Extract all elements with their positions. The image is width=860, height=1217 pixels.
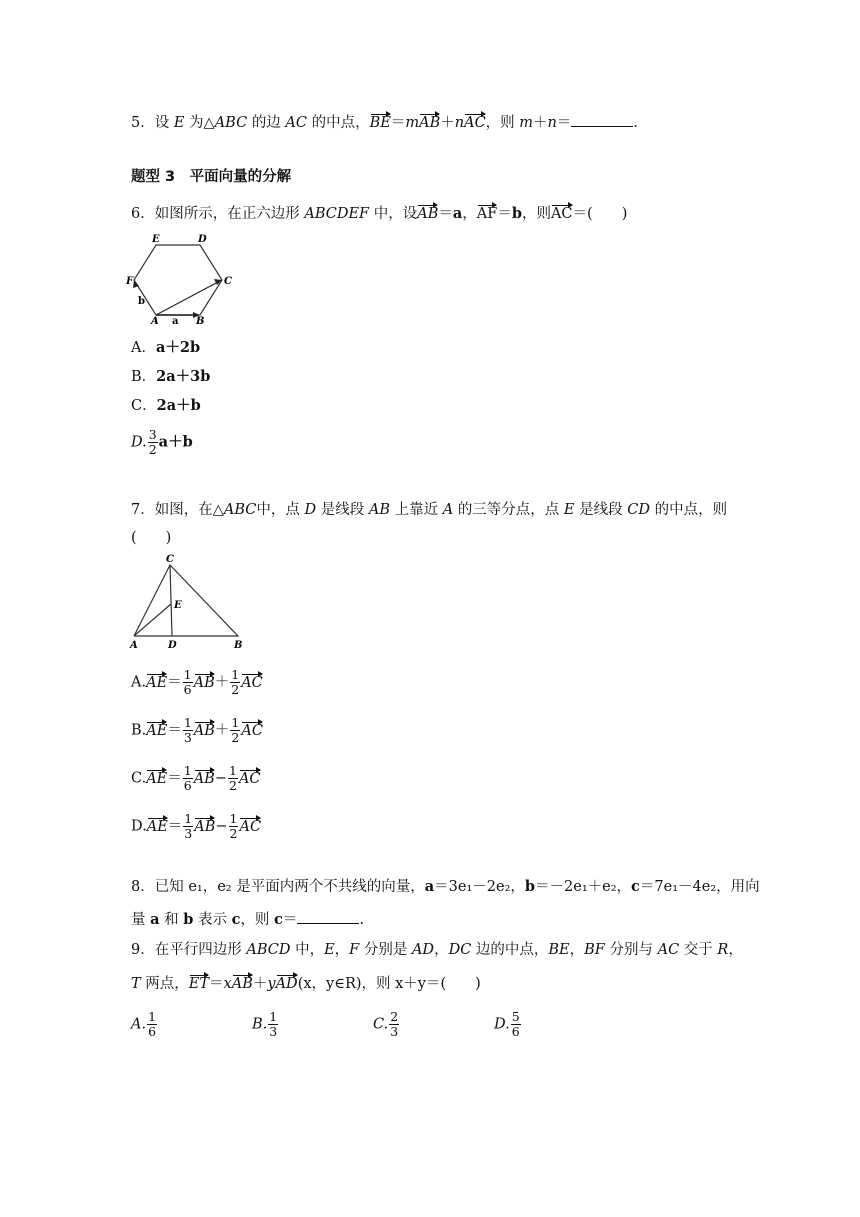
fraction [230, 668, 240, 697]
q9-eq: ＝ [209, 976, 224, 992]
frac-den: 2 [229, 778, 237, 793]
vector-ae: AE [146, 722, 168, 739]
q5-text: 的边 [251, 115, 281, 131]
q8-b-def: ＝－2e₁＋e₂， [535, 879, 632, 895]
fraction [183, 716, 193, 745]
triangle-figure [128, 552, 248, 652]
q9-sep: ， [728, 942, 743, 958]
q6-option-d[interactable] [131, 428, 193, 457]
q6-comma: ， [462, 206, 477, 222]
q9-sep: ， [569, 942, 585, 958]
vector-ac: AC [238, 770, 261, 787]
q8-eq: ＝ [282, 912, 298, 928]
q5-vector-ac: AC [464, 115, 486, 131]
q5-triangle: ABC [214, 115, 248, 131]
q5-eq: ＝ [390, 115, 406, 131]
label-b: B [234, 640, 243, 651]
op: − [214, 770, 227, 787]
frac-den: 6 [148, 1024, 157, 1039]
q6-b: b [511, 205, 522, 222]
q5-plus: ＋ [440, 115, 455, 131]
eq: ＝ [167, 770, 182, 787]
q9-text: 两点， [145, 976, 189, 992]
q6-hexagon: ABCDEF [304, 206, 370, 222]
q7-option-b[interactable] [131, 716, 263, 745]
option-text: a＋b [158, 433, 193, 451]
q8-text: 表示 [197, 912, 227, 928]
vector-et: ET [188, 976, 210, 992]
q9-sep: ， [434, 942, 449, 958]
option-text: a＋2b [155, 339, 201, 356]
frac-den: 6 [183, 682, 192, 697]
frac-den: 6 [183, 778, 192, 793]
label-d: D [198, 234, 207, 245]
eq: ＝ [167, 674, 182, 691]
q6-a: a [452, 205, 463, 222]
q9-option-b[interactable] [252, 1010, 279, 1039]
frac-den: 2 [231, 682, 240, 697]
q9-point-e: E [324, 942, 335, 958]
option-label: A. [131, 674, 147, 691]
q9-y: y [267, 976, 276, 992]
q7-segment-cd: CD [627, 502, 650, 518]
q8-end: . [359, 912, 364, 928]
question-6 [131, 204, 627, 224]
fraction [147, 1010, 157, 1039]
option-label: C. [373, 1016, 389, 1033]
frac-num: 1 [184, 811, 193, 826]
vector-ae: AE [146, 818, 168, 835]
op: ＋ [214, 722, 230, 739]
fraction [183, 812, 193, 841]
q9-choice-paren: (x，y∈R)，则 x＋y＝( ) [297, 976, 481, 992]
q7-text: 的中点，则 [654, 502, 728, 518]
q8-b: b [183, 911, 194, 928]
question-9-line2 [131, 974, 481, 994]
vector-ac: AC [241, 722, 263, 739]
q5-point-e: E [173, 115, 185, 131]
frac-den: 3 [184, 826, 193, 841]
q5-vector-be: BE [369, 115, 391, 131]
frac-den: 3 [183, 730, 192, 745]
q5-text: 为△ [189, 115, 215, 131]
q6-vector-ab: AB [417, 206, 439, 222]
vector-ab: AB [193, 722, 215, 739]
label-vec-a: a [172, 316, 179, 324]
q5-eq2: ＝ [556, 115, 572, 131]
frac-den: 2 [231, 730, 240, 745]
vector-ac: AC [241, 674, 263, 691]
frac-num: 1 [183, 667, 192, 682]
q9-point-t: T [131, 976, 141, 992]
q5-num: 5．设 [131, 115, 170, 131]
frac-den: 3 [269, 1024, 278, 1039]
segment-cd [170, 565, 172, 636]
q9-x: x [223, 976, 232, 992]
q7-choice-paren: ( ) [131, 530, 172, 546]
q8-c: c [274, 911, 283, 928]
q8-text: ，则 [240, 912, 270, 928]
q9-parallelogram: ABCD [246, 942, 291, 958]
option-label: D. [131, 818, 147, 835]
fraction [268, 1010, 278, 1039]
q9-text: 分别与 [609, 942, 653, 958]
q9-text: 边的中点， [475, 942, 549, 958]
q9-text: 9．在平行四边形 [131, 942, 242, 958]
question-8-line2 [131, 909, 364, 930]
option-label: D. [131, 434, 147, 451]
fraction [183, 668, 193, 697]
label-vec-b: b [138, 296, 145, 307]
label-c: C [166, 554, 174, 565]
q8-c: c [231, 911, 241, 928]
q8-text: 量 [131, 912, 146, 928]
fraction [148, 428, 158, 457]
fraction [228, 764, 238, 793]
vector-ad: AD [275, 976, 298, 992]
q9-point-r: R [717, 942, 729, 958]
q9-text: 分别是 [363, 942, 408, 958]
q7-option-c[interactable] [131, 764, 261, 793]
q9-plus: ＋ [252, 976, 268, 992]
q5-n2: n [547, 115, 557, 131]
q7-triangle: ABC [223, 502, 257, 518]
q9-text: 交于 [683, 942, 713, 958]
option-label: D. [494, 1016, 510, 1033]
question-9 [131, 940, 743, 960]
q6-vector-af: AF [476, 206, 498, 222]
option-label: C． [131, 398, 157, 414]
option-label: B. [252, 1016, 268, 1033]
q8-a: a [150, 911, 160, 928]
frac-num: 1 [183, 763, 192, 778]
triangle-shape [134, 565, 238, 636]
segment-ae [134, 604, 171, 636]
q6-text: 6．如图所示，在正六边形 [131, 206, 300, 222]
vector-ae: AE [146, 770, 168, 787]
q9-option-d[interactable] [494, 1010, 522, 1039]
frac-num: 1 [231, 667, 240, 682]
q5-n: n [454, 115, 465, 131]
q9-side-ad: AD [411, 942, 435, 958]
label-b: B [196, 316, 205, 324]
q5-m: m [405, 115, 420, 131]
q9-side-dc: DC [448, 942, 472, 958]
frac-num: 1 [231, 715, 240, 730]
q8-c-def: ＝7e₁－4e₂，用向 [639, 879, 760, 895]
hexagon-figure [126, 232, 232, 324]
q8-text: 和 [164, 912, 179, 928]
fraction [389, 1010, 399, 1039]
vector-ac-line [156, 282, 218, 315]
q5-vector-ab: AB [419, 115, 441, 131]
q6-choice-paren: ＝( ) [572, 206, 628, 222]
q9-point-f: F [349, 942, 360, 958]
q8-text: 8．已知 e₁，e₂ 是平面内两个不共线的向量， [131, 879, 425, 895]
q6-comma: ，则 [521, 206, 551, 222]
frac-num: 1 [229, 763, 237, 778]
op: − [215, 818, 228, 835]
q8-a: a [424, 878, 435, 895]
label-e: E [152, 234, 160, 245]
frac-den: 3 [390, 1024, 399, 1039]
q6-eq: ＝ [438, 206, 453, 222]
question-7 [131, 500, 727, 520]
q9-option-c[interactable] [373, 1010, 400, 1039]
q8-a-def: ＝3e₁－2e₂， [434, 879, 525, 895]
q7-text: 是线段 [579, 502, 623, 518]
fraction [183, 764, 193, 793]
q8-c: c [631, 878, 640, 895]
q9-diagonal-ac: AC [657, 942, 680, 958]
q7-text: 的三等分点，点 [457, 502, 560, 518]
option-label: B． [131, 369, 157, 385]
frac-num: 3 [148, 427, 157, 442]
frac-den: 2 [148, 442, 157, 457]
q7-text: 是线段 [320, 502, 365, 518]
option-label: C. [131, 770, 147, 787]
vector-ac: AC [239, 818, 262, 835]
section-title: 题型 3 平面向量的分解 [131, 169, 292, 185]
option-label: A. [131, 1016, 147, 1033]
q6-text: 中，设 [373, 206, 418, 222]
hexagon-shape [134, 245, 222, 315]
q7-point-a: A [442, 502, 454, 518]
eq: ＝ [167, 818, 183, 835]
fraction [230, 716, 240, 745]
answer-blank[interactable] [571, 112, 633, 127]
q5-plus2: ＋ [533, 115, 548, 131]
vector-ab: AB [193, 674, 215, 691]
q7-point-e: E [563, 502, 575, 518]
label-a: A [130, 640, 138, 651]
frac-num: 1 [183, 715, 192, 730]
frac-num: 1 [269, 1009, 278, 1024]
q7-text: 中，点 [256, 502, 300, 518]
label-e: E [174, 600, 182, 611]
frac-den: 6 [511, 1024, 520, 1039]
q6-option-b[interactable] [131, 367, 210, 387]
option-label: B. [131, 722, 147, 739]
q9-option-a[interactable] [131, 1010, 158, 1039]
q5-side: AC [285, 115, 307, 131]
label-a: A [151, 316, 159, 324]
q9-segment-bf: BF [584, 942, 605, 958]
q6-option-a[interactable] [131, 338, 200, 358]
option-text: 2a＋3b [156, 368, 211, 385]
eq: ＝ [167, 722, 182, 739]
q7-segment-ab: AB [368, 502, 390, 518]
label-c: C [224, 276, 232, 287]
frac-num: 2 [390, 1009, 399, 1024]
frac-den: 2 [229, 826, 238, 841]
q9-sep: ， [334, 942, 350, 958]
q6-eq: ＝ [497, 206, 512, 222]
q5-then: ，则 [485, 115, 515, 131]
frac-num: 1 [148, 1009, 157, 1024]
q5-end: . [633, 115, 638, 131]
q9-segment-be: BE [548, 942, 570, 958]
vector-ab: AB [193, 770, 215, 787]
question-5 [131, 112, 638, 133]
frac-num: 5 [511, 1009, 520, 1024]
q8-b: b [524, 878, 536, 895]
q9-text: 中， [295, 942, 325, 958]
q7-option-a[interactable] [131, 668, 263, 697]
fraction [511, 1010, 521, 1039]
option-label: A． [131, 340, 156, 356]
q7-point-d: D [304, 502, 317, 518]
fraction [229, 812, 239, 841]
q6-option-c[interactable] [131, 396, 201, 416]
q7-text: 7．如图，在△ [131, 502, 224, 518]
op: ＋ [214, 674, 230, 691]
q6-vector-ac: AC [550, 206, 573, 222]
question-8 [131, 877, 760, 897]
q7-text: 上靠近 [394, 502, 439, 518]
q5-text: 的中点， [311, 115, 370, 131]
vector-ae: AE [146, 674, 168, 691]
frac-num: 1 [229, 811, 238, 826]
label-d: D [168, 640, 177, 651]
option-text: 2a＋b [156, 397, 201, 414]
vector-ab: AB [231, 976, 253, 992]
q5-m2: m [519, 115, 534, 131]
label-f: F [126, 276, 134, 287]
vector-ab: AB [194, 818, 216, 835]
answer-blank[interactable] [297, 909, 359, 924]
q7-option-d[interactable] [131, 812, 261, 841]
